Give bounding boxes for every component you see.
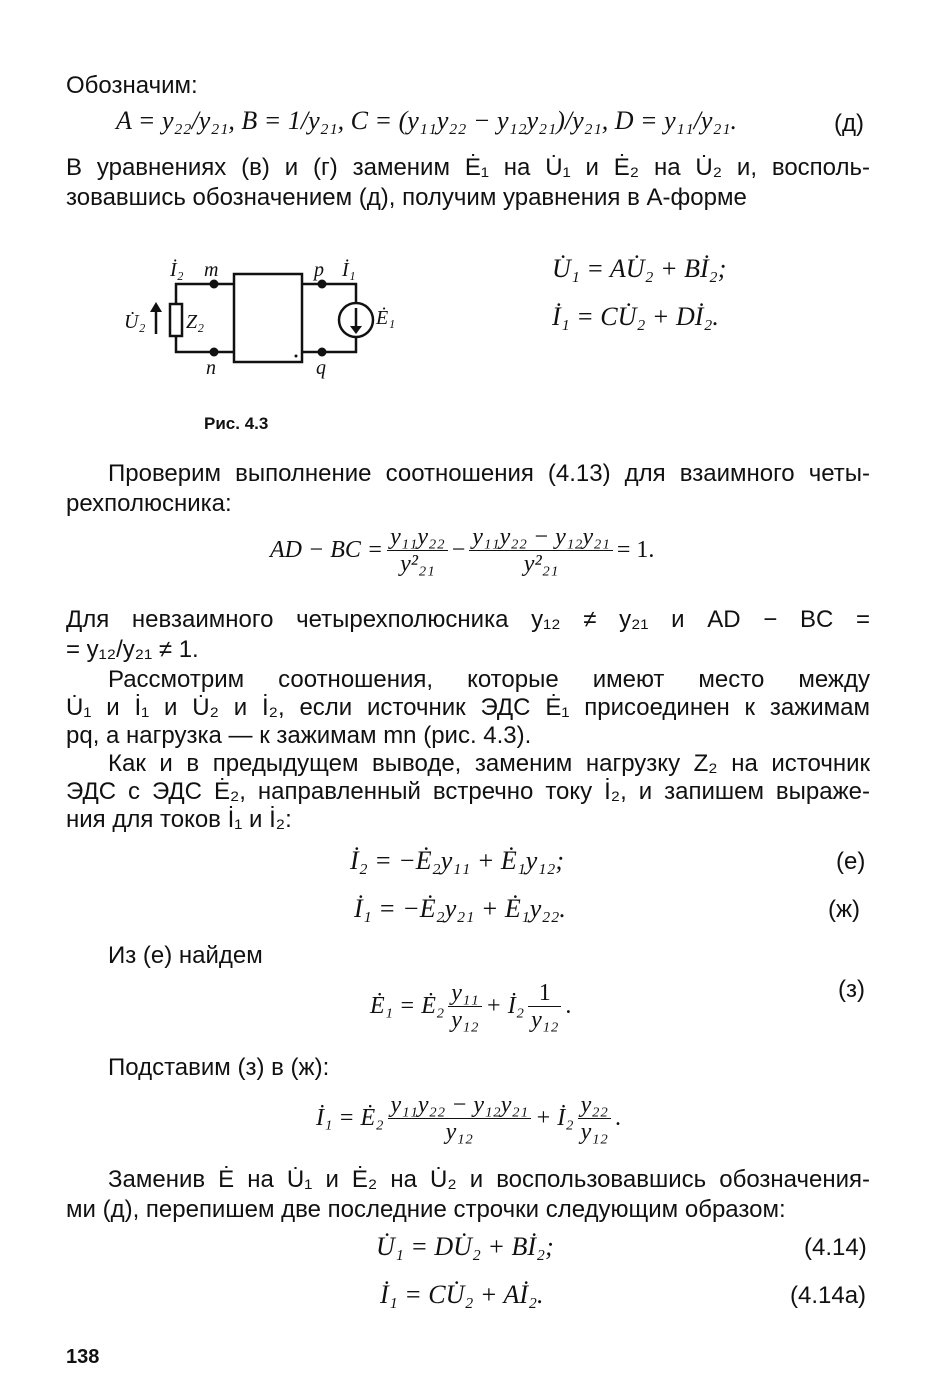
equation-4-14a-label: (4.14а) (790, 1282, 867, 1309)
eq-sub-frac2-num: y₂₂ (578, 1092, 611, 1119)
para4-line3: pq, а нагрузка — к зажимам mn (рис. 4.3). (66, 722, 532, 749)
equation-4-14-label: (4.14) (804, 1234, 867, 1261)
para6: Из (е) найдем (108, 942, 263, 969)
para2-line2: рехполюсника: (66, 490, 232, 517)
eq-z-frac2-num: 1 (528, 980, 561, 1007)
eq-sub-end: . (614, 1105, 621, 1131)
eq-sub-frac2-den: y₁₂ (580, 1119, 608, 1145)
eq-z-frac2-den: y₁₂ (531, 1007, 559, 1033)
label-p: p (314, 259, 324, 281)
equation-4-14a: İ₁ = CU̇₂ + Aİ₂. (380, 1280, 544, 1309)
definition-label: (д) (834, 110, 864, 137)
label-i1: İ₁ (342, 259, 356, 281)
equation-zh-label: (ж) (828, 896, 861, 923)
aform-eq2: İ₁ = CU̇₂ + Dİ₂. (552, 302, 719, 331)
check-frac2-num: y₁₁y₂₂ − y₁₂y₂₁ (469, 524, 613, 551)
terminal-n (210, 348, 219, 357)
definition-formula: A = y₂₂/y₂₁, B = 1/y₂₁, C = (y₁₁y₂₂ − y₁₂y₂₁)/y₂₁, D = y₁₁/y₂₁. (116, 106, 738, 135)
two-port-box (234, 274, 302, 362)
label-n: n (206, 357, 216, 379)
eq-z-frac1-den: y₁₂ (451, 1007, 479, 1033)
para2-line1: Проверим выполнение соотношения (4.13) для взаимного четы- (108, 460, 870, 487)
label-e1: Ė₁ (376, 307, 396, 329)
check-frac1-num: y₁₁y₂₂ (387, 524, 448, 551)
eq-sub-plus: + İ₂ (535, 1105, 574, 1131)
eq-sub-lhs: İ₁ = Ė₂ (316, 1105, 384, 1131)
equation-z-label: (з) (838, 976, 865, 1003)
terminal-q (318, 348, 327, 357)
label-q: q (316, 357, 326, 379)
check-frac1-den: y²₂₁ (400, 551, 435, 577)
e1-arrow-head (350, 326, 362, 334)
label-m: m (204, 259, 219, 281)
para4-line2: U̇₁ и İ₁ и U̇₂ и İ₂, если источник ЭДС Ė₁ присоединен к зажимам (66, 694, 870, 721)
eq-sub-frac1-num: y₁₁y₂₂ − y₁₂y₂₁ (388, 1092, 532, 1119)
para5-line3: ния для токов İ₁ и İ₂: (66, 806, 292, 833)
eq-z-frac1-num: y₁₁ (448, 980, 481, 1007)
load-impedance-z2 (170, 304, 182, 336)
para1-line1: В уравнениях (в) и (г) заменим Ė₁ на U̇₁ и Ė₂ на U̇₂ и, восполь- (66, 154, 870, 181)
check-lhs: AD − BC = (270, 537, 384, 563)
equation-e: İ₂ = −Ė₂y₁₁ + Ė₁y₁₂; (350, 846, 565, 875)
eq-z-end: . (565, 993, 572, 1019)
equation-substituted (316, 1092, 621, 1145)
equation-4-14: U̇₁ = DU̇₂ + Bİ₂; (376, 1232, 554, 1261)
equation-z (370, 980, 571, 1033)
eq-z-lhs: Ė₁ = Ė₂ (370, 993, 445, 1019)
label-z2: Z₂ (186, 311, 205, 333)
aform-eq1: U̇₁ = AU̇₂ + Bİ₂; (552, 254, 727, 283)
eq-sub-frac1-den: y₁₂ (445, 1119, 473, 1145)
page-number: 138 (66, 1346, 100, 1368)
para3-line1: Для невзаимного четырехполюсника y₁₂ ≠ y₂₁ и AD − BC = (66, 606, 870, 633)
equation-zh: İ₁ = −Ė₂y₂₁ + Ė₁y₂₂. (354, 894, 566, 923)
para5-line1: Как и в предыдущем выводе, заменим нагрузку Z₂ на источник (108, 750, 870, 777)
circuit-diagram (110, 250, 430, 380)
label-u2: U̇₂ (124, 311, 146, 333)
check-equation (270, 524, 654, 577)
u2-arrow-head (150, 302, 162, 312)
intro-text: Обозначим: (66, 72, 198, 99)
para7: Подставим (з) в (ж): (108, 1054, 330, 1081)
equation-e-label: (е) (836, 848, 866, 875)
para5-line2: ЭДС с ЭДС Ė₂, направленный встречно току İ₂, и запишем выраже- (66, 778, 870, 805)
check-minus: − (451, 537, 466, 563)
para4-line1: Рассмотрим соотношения, которые имеют место между (108, 666, 870, 693)
para8-line1: Заменив Ė на U̇₁ и Ė₂ на U̇₂ и воспользовавшись обозначения- (108, 1166, 870, 1193)
label-i2: İ₂ (170, 259, 184, 281)
figure-caption: Рис. 4.3 (204, 414, 269, 433)
para8-line2: ми (д), перепишем две последние строчки следующим образом: (66, 1196, 786, 1223)
para3-line2: = y₁₂/y₂₁ ≠ 1. (66, 636, 199, 663)
para1-line2: зовавшись обозначением (д), получим уравнения в A-форме (66, 184, 747, 211)
check-frac2-den: y²₂₁ (523, 551, 559, 577)
check-rhs: = 1. (616, 537, 655, 563)
eq-z-plus: + İ₂ (485, 993, 525, 1019)
